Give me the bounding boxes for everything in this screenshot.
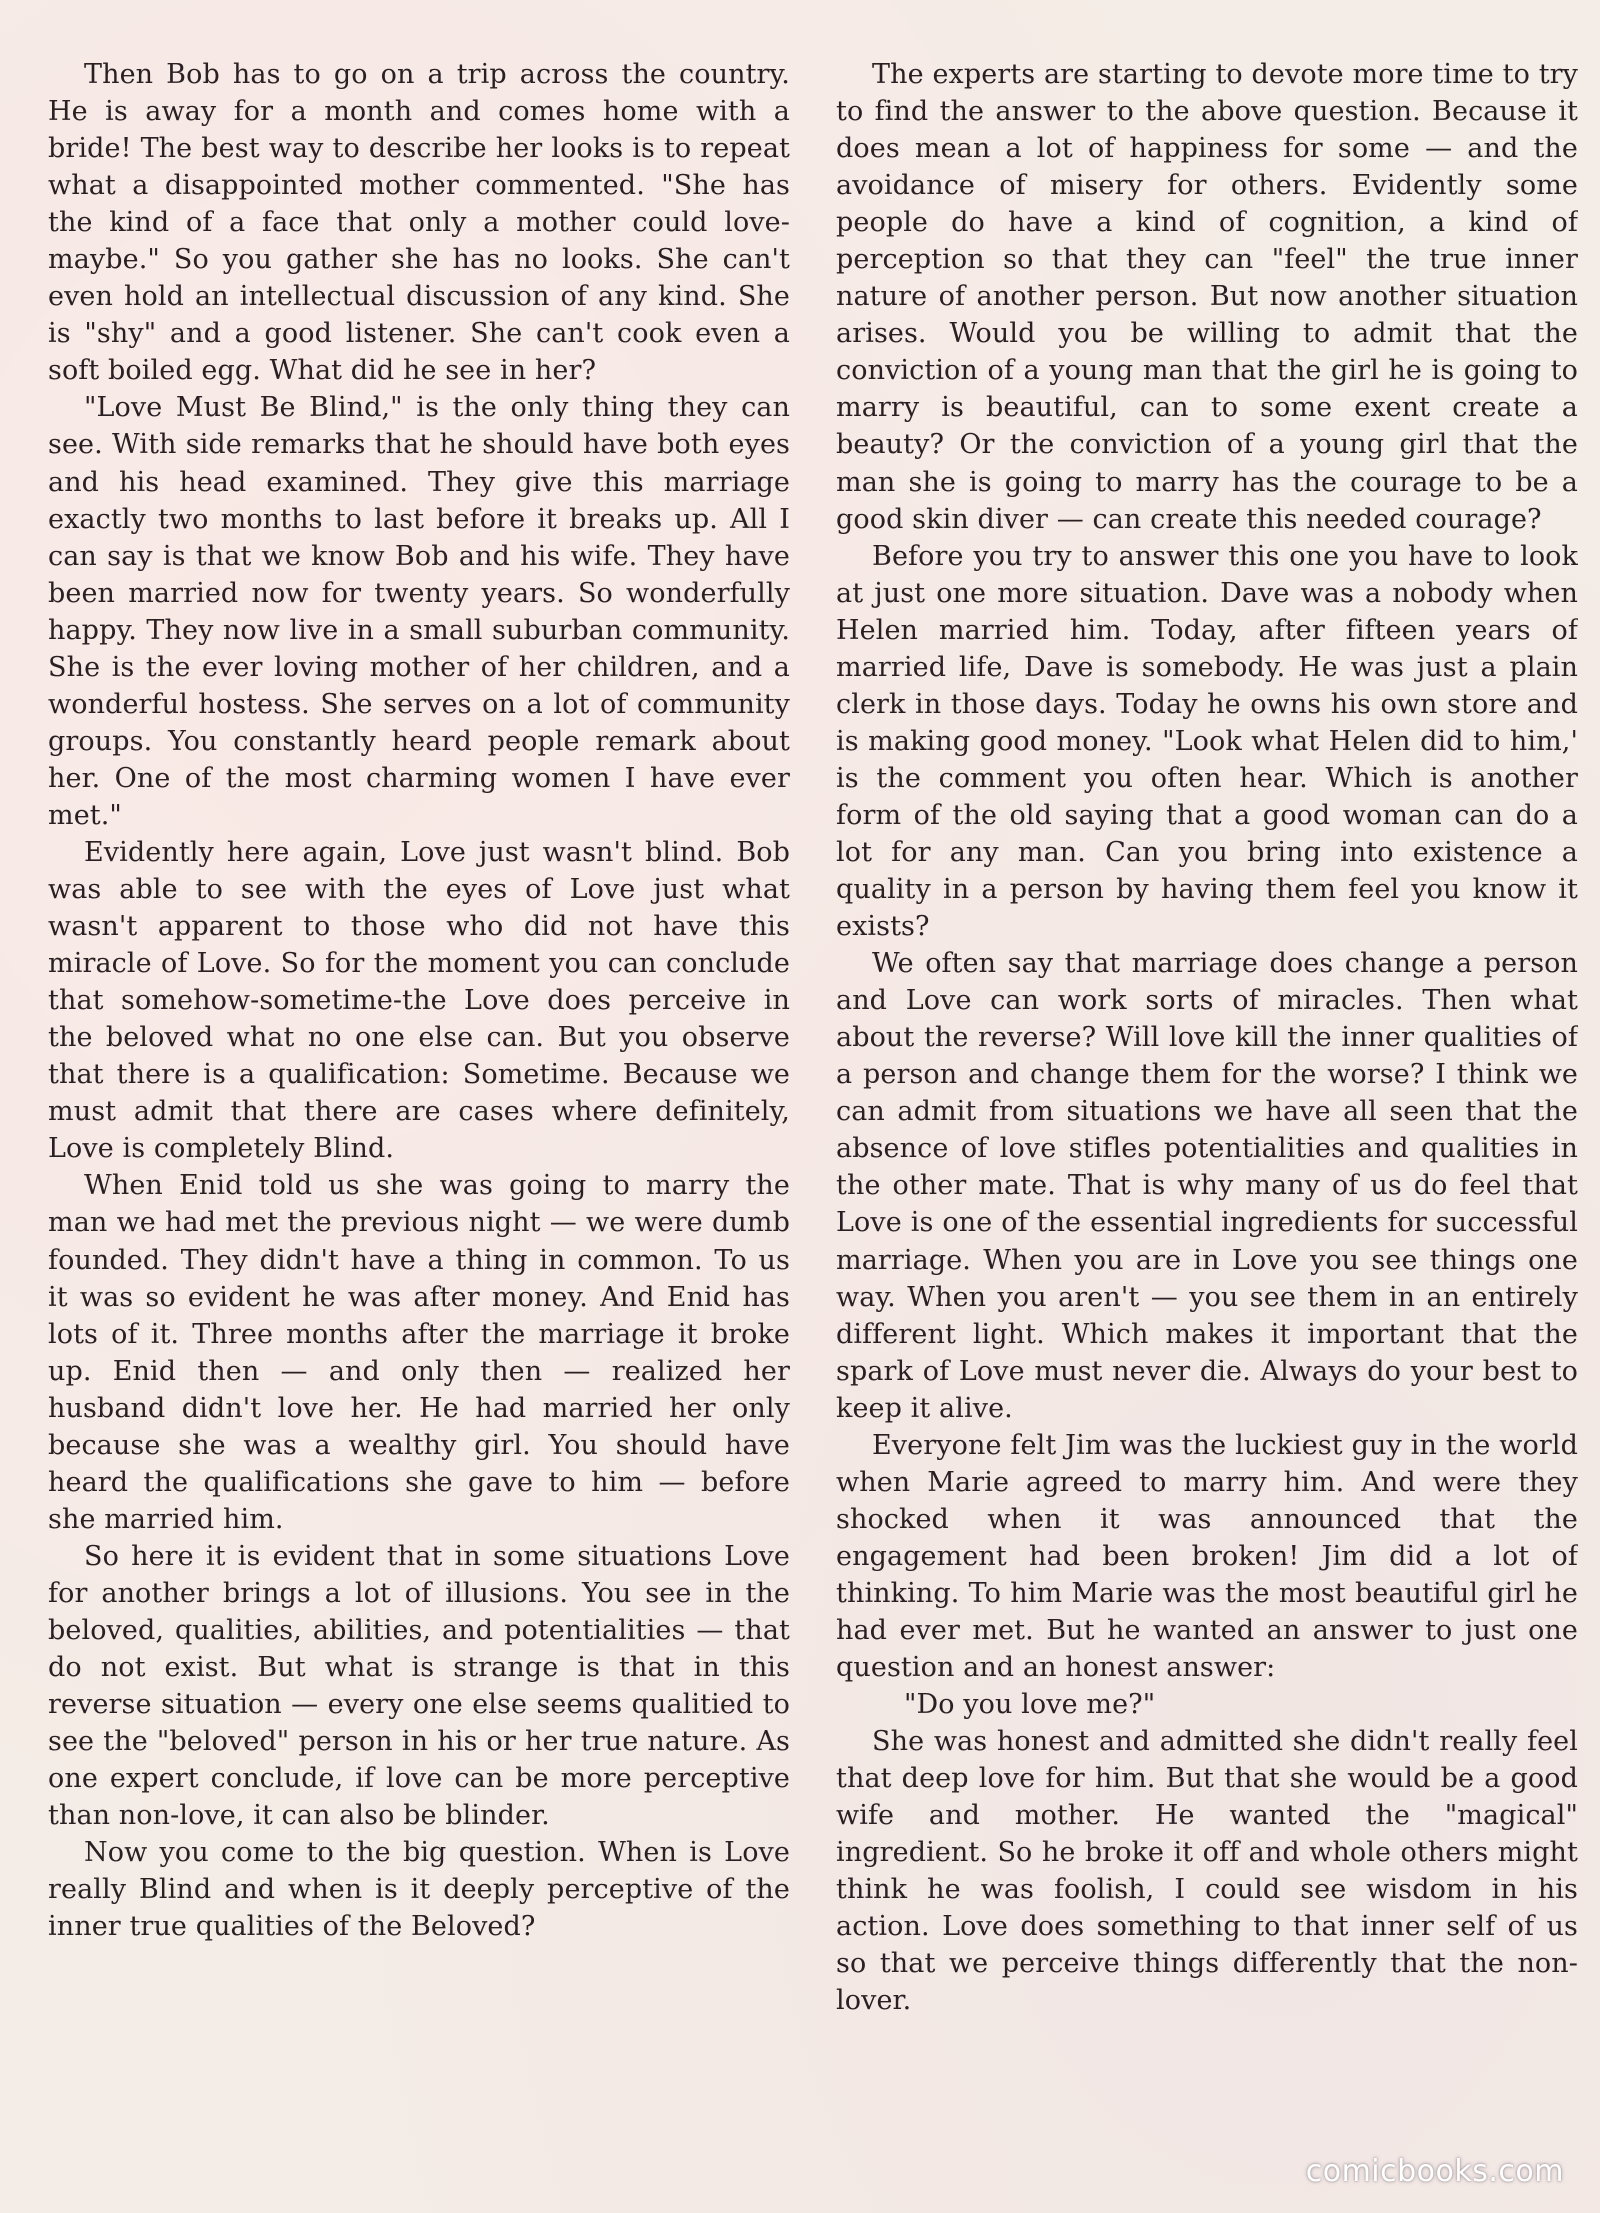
article-page xyxy=(48,56,1578,2176)
paragraph: Before you try to answer this one you have to look at just one more situation. Dave was a nobody when Helen married him. Today, after fifteen years of married life, Dave is somebody. He was just a plain clerk in those days. Today he owns his own store and is making good money. "Look what Helen did to him,' is the comment you often hear. Which is another form of the old saying that a good woman can do a lot for any man. Can you bring into existence a quality in a person by having them feel you know it exists? xyxy=(836,540,1578,943)
paragraph: The experts are starting to devote more time to try to find the answer to the above question. Because it does mean a lot of happiness for some — and the avoidance of misery for others. Evidently some people do have a kind of cognition, a kind of perception so that they can "feel" the true inner nature of another person. But now another situation arises. Would you be willing to admit that the conviction of a young man that the girl he is going to marry is beautiful, can to some exent create a beauty? Or the conviction of a young girl that the man she is going to marry has the courage to be a good skin diver — can create this needed courage? xyxy=(836,59,1578,535)
paragraph: We often say that marriage does change a person and Love can work sorts of miracles. Then what about the reverse? Will love kill the inner qualities of a person and change them for the worse? I think we can admit from situations we have all seen that the absence of love stifles potentialities and qualities in the other mate. That is why many of us do feel that Love is one of the essential ingredients for successful marriage. When you are in Love you see things one way. When you aren't — you see them in an entirely different light. Which makes it important that the spark of Love must never die. Always do your best to keep it alive. xyxy=(836,948,1578,1424)
paragraph: Everyone felt Jim was the luckiest guy in the world when Marie agreed to marry him. And were they shocked when it was announced that the engagement had been broken! Jim did a lot of thinking. To him Marie was the most beautiful girl he had ever met. But he wanted an answer to just one question and an honest answer: xyxy=(836,1429,1578,1684)
paragraph: When Enid told us she was going to marry the man we had met the previous night — we were dumb founded. They didn't have a thing in common. To us it was so evident he was after money. And Enid has lots of it. Three months after the marriage it broke up. Enid then — and only then — realized her husband didn't love her. He had married her only because she was a wealthy girl. You should have heard the qualifications she gave to him — before she married him. xyxy=(48,1170,790,1535)
quoted-question: "Do you love me?" xyxy=(904,1689,1156,1721)
paragraph: She was honest and admitted she didn't really feel that deep love for him. But that she would be a good wife and mother. He wanted the "magical" ingredient. So he broke it off and whole others might think he was foolish, I could see wisdom in his action. Love does something to that inner self of us so that we perceive things differently that the non-lover. xyxy=(836,1726,1578,2017)
paragraph: "Love Must Be Blind," is the only thing they can see. With side remarks that he should have both eyes and his head examined. They give this marriage exactly two months to last before it breaks up. All I can say is that we know Bob and his wife. They have been married now for twenty years. So wonderfully happy. They now live in a small suburban community. She is the ever loving mother of her children, and a wonderful hostess. She serves on a lot of community groups. You constantly heard people remark about her. One of the most charming women I have ever met." xyxy=(48,392,790,831)
right-column xyxy=(836,56,1578,2176)
paragraph: Evidently here again, Love just wasn't blind. Bob was able to see with the eyes of Love just what wasn't apparent to those who did not have this miracle of Love. So for the moment you can conclude that somehow-sometime-the Love does perceive in the beloved what no one else can. But you observe that there is a qualification: Sometime. Because we must admit that there are cases where definitely, Love is completely Blind. xyxy=(48,836,790,1165)
left-column xyxy=(48,56,790,2176)
paragraph: Now you come to the big question. When is Love really Blind and when is it deeply perceptive of the inner true qualities of the Beloved? xyxy=(48,1837,790,1943)
paragraph: Then Bob has to go on a trip across the country. He is away for a month and comes home with a bride! The best way to describe her looks is to repeat what a disappointed mother commented. "She has the kind of a face that only a mother could love-maybe." So you gather she has no looks. She can't even hold an intellectual discussion of any kind. She is "shy" and a good listener. She can't cook even a soft boiled egg. What did he see in her? xyxy=(48,59,790,387)
paragraph: So here it is evident that in some situations Love for another brings a lot of illusions. You see in the beloved, qualities, abilities, and potentialities — that do not exist. But what is strange is that in this reverse situation — every one else seems qualitied to see the "beloved" person in his or her true nature. As one expert conclude, if love can be more perceptive than non-love, it can also be blinder. xyxy=(48,1540,790,1832)
watermark: comicbooks.com xyxy=(1305,2154,1564,2189)
